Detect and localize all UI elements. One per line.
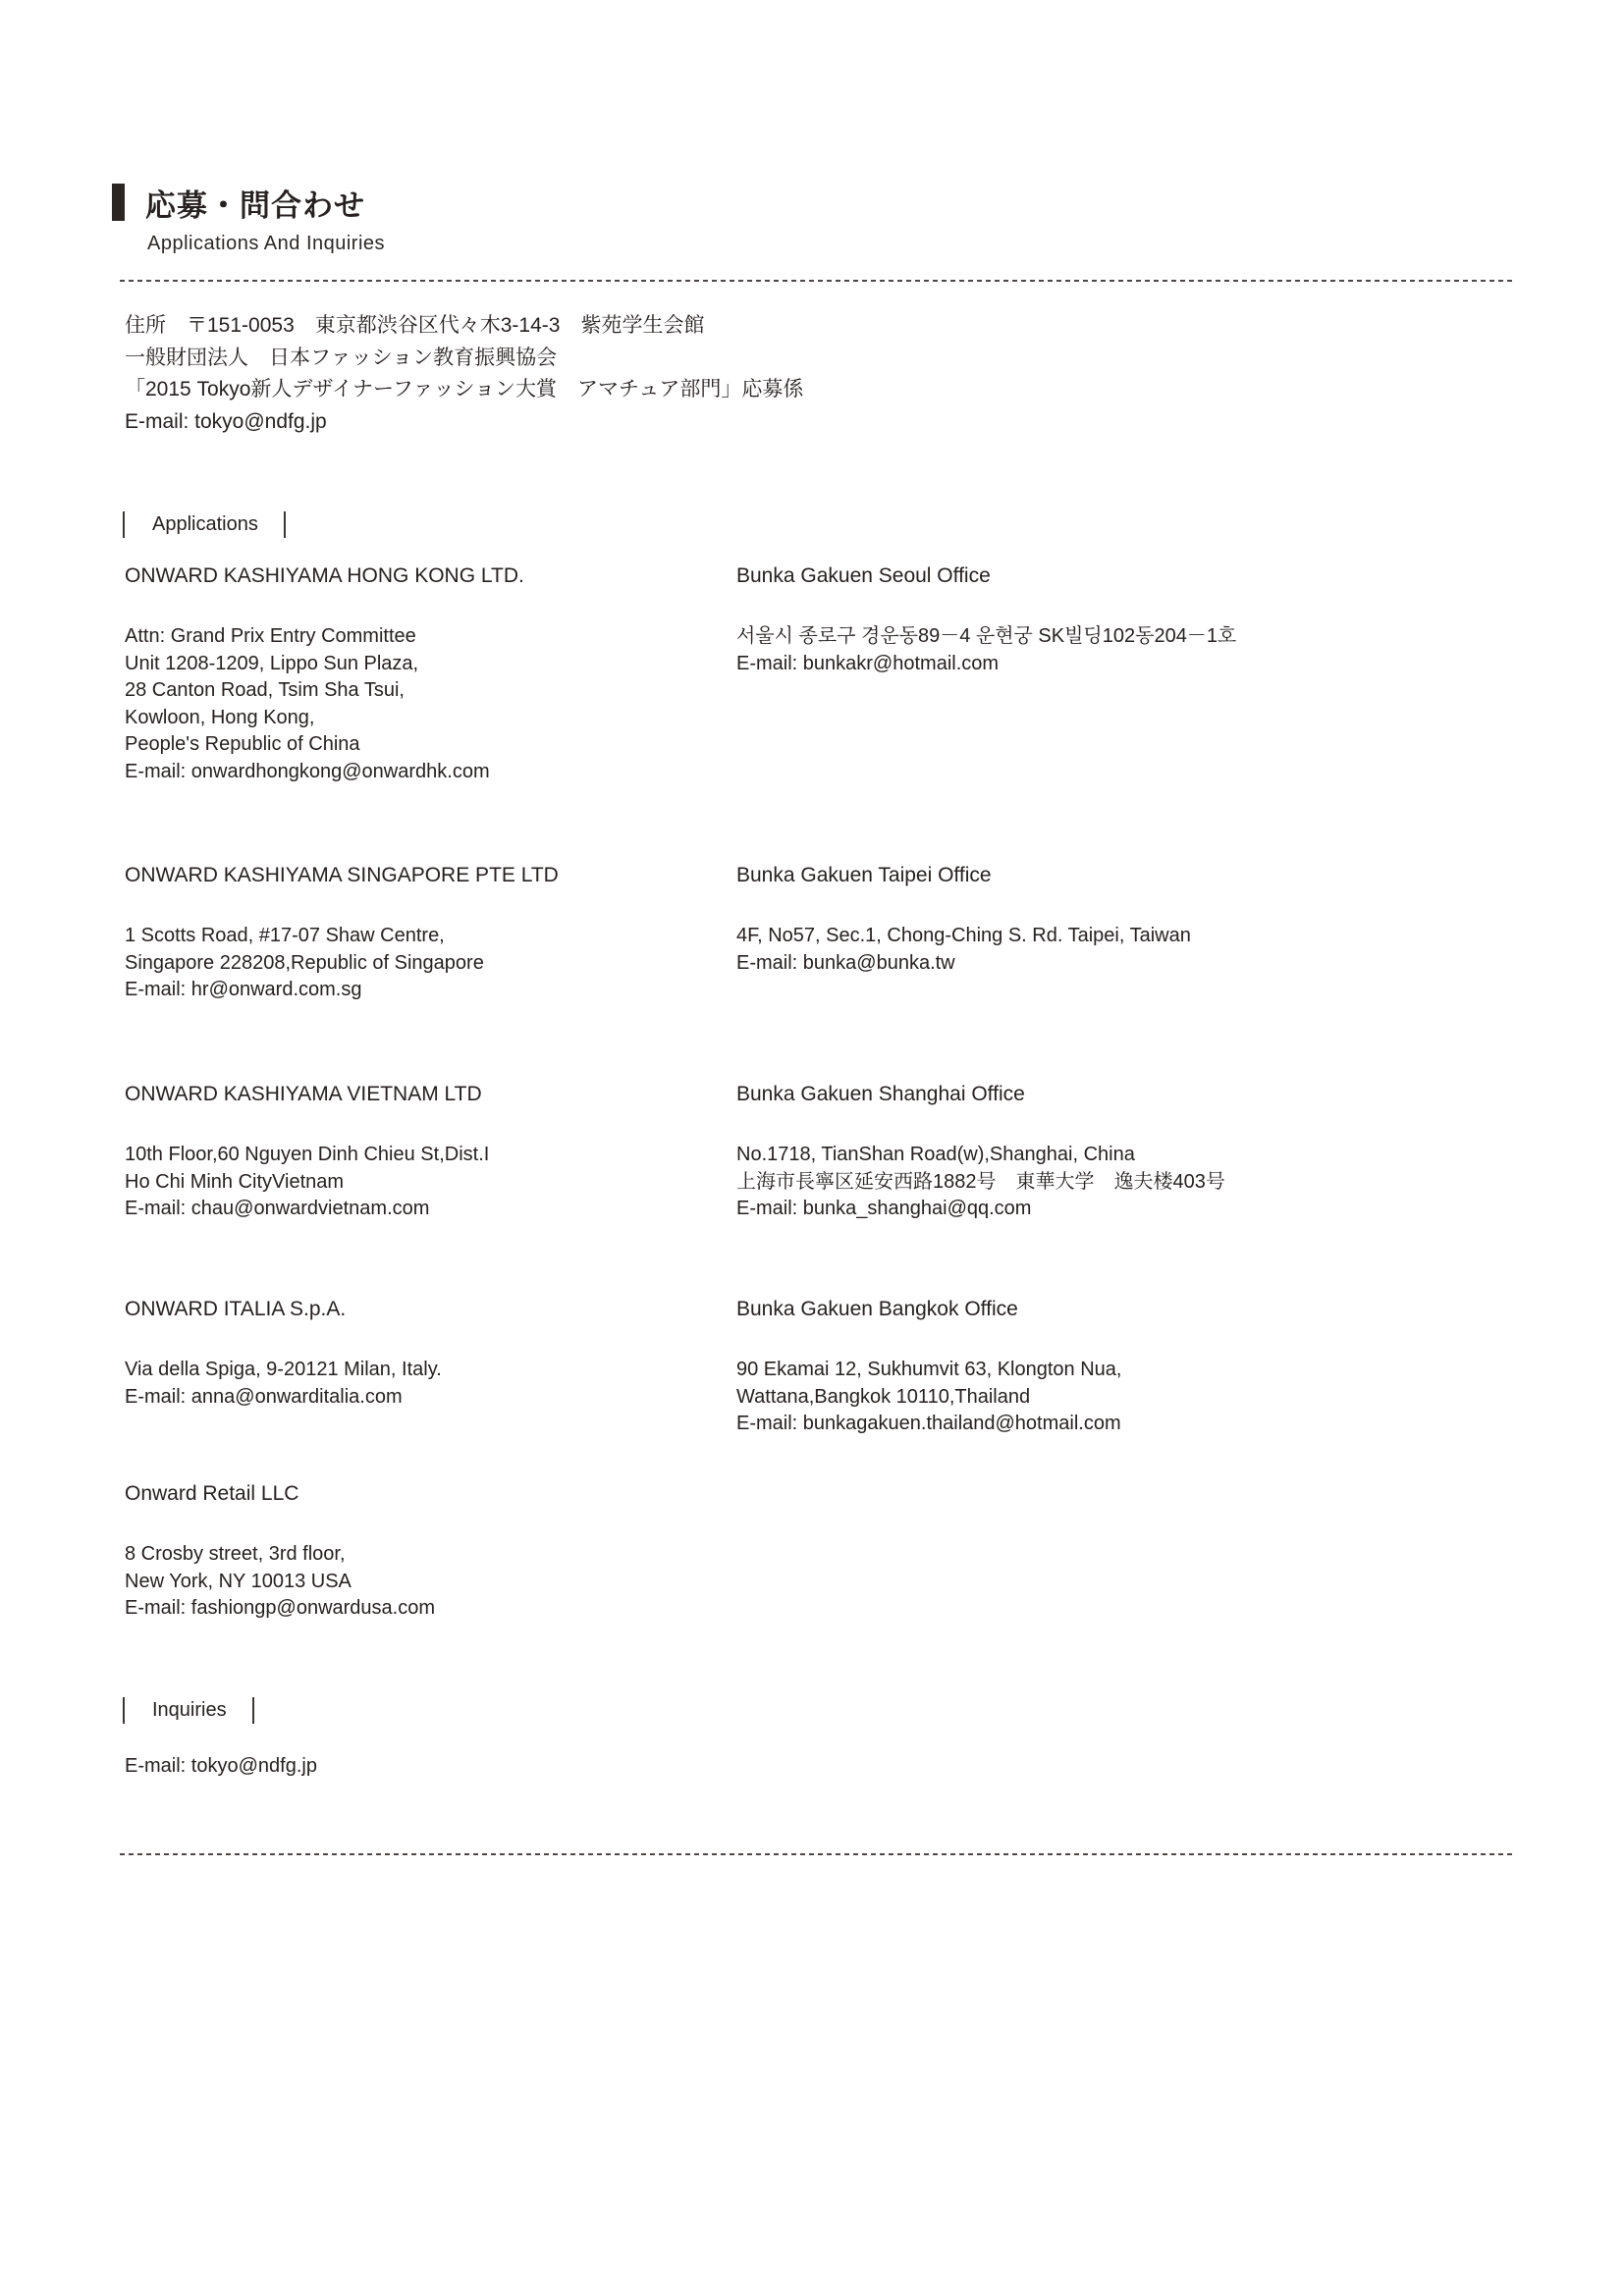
office-onward-italia [125, 1296, 736, 1438]
divider-bottom [120, 1853, 1514, 1855]
office-bunka-bangkok [736, 1296, 1510, 1438]
office-row [125, 1081, 1510, 1223]
office-onward-singapore [125, 862, 736, 1004]
address-line: E-mail: tokyo@ndfg.jp [125, 409, 327, 433]
applications-section-label [123, 511, 286, 538]
address-line: 90 Ekamai 12, Sukhumvit 63, Klongton Nua, [736, 1359, 1122, 1380]
office-bunka-seoul [736, 562, 1510, 785]
address-line: Kowloon, Hong Kong, [125, 706, 315, 728]
office-name: Bunka Gakuen Seoul Office [736, 564, 991, 587]
address-line: Attn: Grand Prix Entry Committee [125, 625, 416, 647]
office-onward-retail [125, 1480, 736, 1623]
address-line: Unit 1208-1209, Lippo Sun Plaza, [125, 652, 419, 674]
label-left-bar [123, 1697, 125, 1724]
office-bunka-taipei [736, 862, 1510, 1004]
office-address [736, 1357, 1510, 1438]
office-empty [736, 1480, 1510, 1623]
office-address [125, 1142, 736, 1223]
inquiries-label-text: Inquiries [152, 1699, 227, 1721]
address-line: E-mail: bunka@bunka.tw [736, 951, 955, 974]
inquiries-email: E-mail: tokyo@ndfg.jp [125, 1755, 317, 1777]
office-address [736, 923, 1510, 977]
address-line: New York, NY 10013 USA [125, 1570, 352, 1592]
office-address [125, 1541, 736, 1623]
address-line: E-mail: fashiongp@onwardusa.com [125, 1597, 436, 1619]
divider-top [120, 280, 1514, 282]
page-subtitle: Applications And Inquiries [147, 233, 386, 254]
address-line: 上海市長寧区延安西路1882号 東華大学 逸夫楼403号 [736, 1170, 1225, 1193]
address-line: 「2015 Tokyo新人デザイナーファッション大賞 アマチュア部門」応募係 [125, 378, 804, 400]
office-name: Bunka Gakuen Shanghai Office [736, 1083, 1025, 1105]
address-line: E-mail: bunka_shanghai@qq.com [736, 1198, 1032, 1219]
address-line: E-mail: onwardhongkong@onwardhk.com [125, 760, 490, 782]
address-line: E-mail: anna@onwarditalia.com [125, 1385, 403, 1408]
office-name: ONWARD KASHIYAMA HONG KONG LTD. [125, 564, 524, 587]
address-line: E-mail: bunkagakuen.thailand@hotmail.com [736, 1413, 1121, 1434]
office-address [125, 923, 736, 1004]
office-name: ONWARD KASHIYAMA SINGAPORE PTE LTD [125, 864, 559, 886]
office-row [125, 1480, 1510, 1623]
address-line: 一般財団法人 日本ファッション教育振興協会 [125, 346, 558, 369]
label-left-bar [123, 511, 125, 538]
office-bunka-shanghai [736, 1081, 1510, 1223]
address-line: Singapore 228208,Republic of Singapore [125, 951, 484, 974]
office-name: Bunka Gakuen Bangkok Office [736, 1298, 1018, 1320]
office-row [125, 862, 1510, 1004]
address-line: 10th Floor,60 Nguyen Dinh Chieu St,Dist.I [125, 1144, 490, 1165]
office-onward-vietnam [125, 1081, 736, 1223]
address-line: Wattana,Bangkok 10110,Thailand [736, 1385, 1031, 1408]
inquiries-section-label [123, 1697, 254, 1724]
office-onward-hongkong [125, 562, 736, 785]
page-title: 応募・問合わせ [145, 188, 365, 223]
office-address [125, 623, 736, 785]
address-line: 8 Crosby street, 3rd floor, [125, 1543, 346, 1565]
address-line: E-mail: chau@onwardvietnam.com [125, 1198, 430, 1219]
office-address [125, 1357, 736, 1411]
label-right-bar [284, 511, 286, 538]
address-line: 住所 〒151-0053 東京都渋谷区代々木3-14-3 紫苑学生会館 [125, 314, 705, 337]
office-row [125, 562, 1510, 785]
label-right-bar [252, 1697, 254, 1724]
address-line: E-mail: bunkakr@hotmail.com [736, 652, 1000, 674]
address-line: 1 Scotts Road, #17-07 Shaw Centre, [125, 925, 445, 946]
address-line: E-mail: hr@onward.com.sg [125, 979, 362, 1000]
address-line: 4F, No57, Sec.1, Chong-Ching S. Rd. Taipei, Taiwan [736, 925, 1191, 946]
address-line: No.1718, TianShan Road(w),Shanghai, China [736, 1144, 1135, 1165]
address-line: People's Republic of China [125, 733, 360, 755]
office-address [736, 623, 1510, 677]
office-name: Bunka Gakuen Taipei Office [736, 864, 992, 886]
address-line: 서울시 종로구 경운동89－4 운현궁 SK빌딩102동204－1호 [736, 625, 1237, 647]
office-name: ONWARD ITALIA S.p.A. [125, 1298, 347, 1320]
office-address [736, 1142, 1510, 1223]
contact-address-block [125, 310, 803, 438]
address-line: Ho Chi Minh CityVietnam [125, 1170, 345, 1193]
address-line: Via della Spiga, 9-20121 Milan, Italy. [125, 1359, 442, 1380]
title-accent-bar [112, 184, 125, 221]
office-name: Onward Retail LLC [125, 1482, 299, 1505]
applications-label-text: Applications [152, 513, 258, 535]
office-name: ONWARD KASHIYAMA VIETNAM LTD [125, 1083, 482, 1105]
address-line: 28 Canton Road, Tsim Sha Tsui, [125, 679, 405, 701]
office-row [125, 1296, 1510, 1438]
